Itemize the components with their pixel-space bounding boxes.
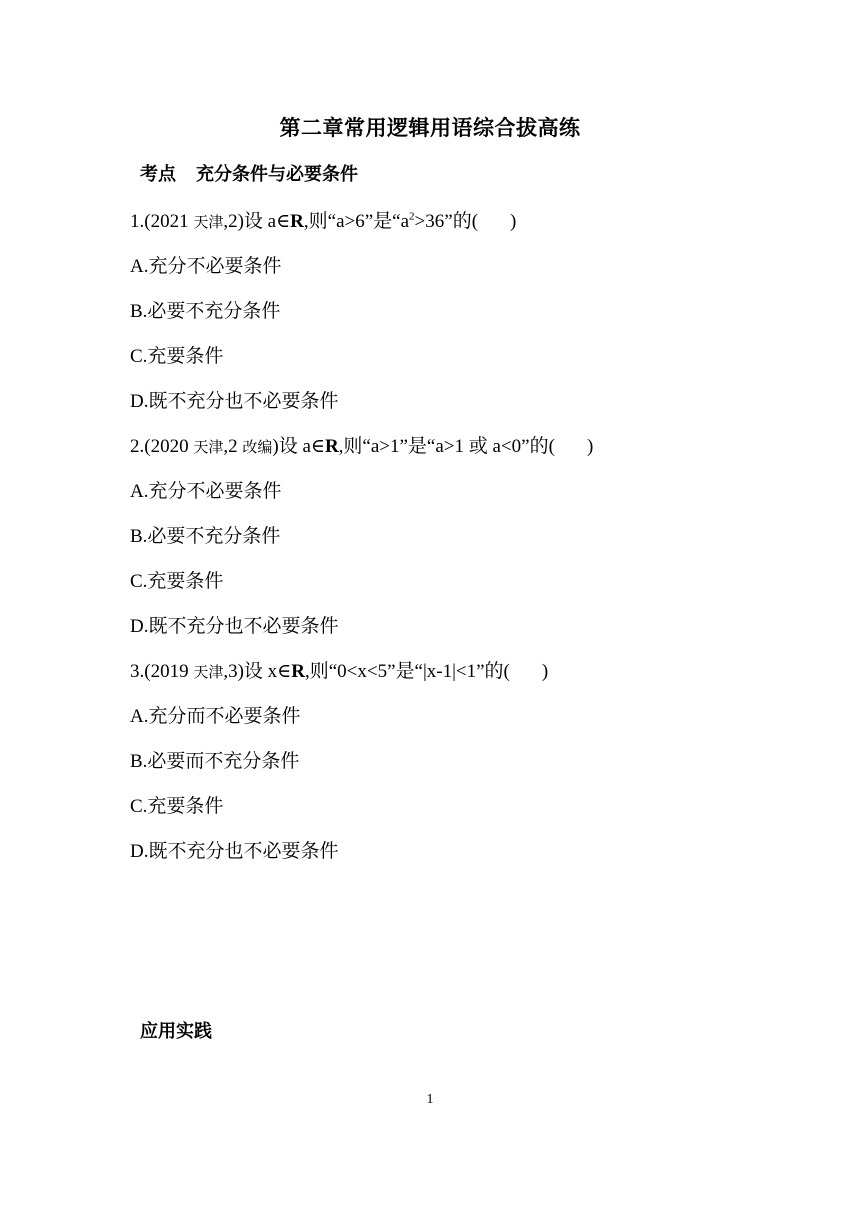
option-2d: D.既不充分也不必要条件 <box>130 616 339 637</box>
question-2-stem <box>130 431 593 458</box>
question-2-text2: ,则“a>1”是“a>1 或 a<0”的( <box>338 436 555 457</box>
question-1-close: ) <box>510 211 517 232</box>
question-1-mid: ,2) <box>223 211 244 232</box>
question-2-prefix: 2.(2020 <box>130 436 194 457</box>
option-2b: B.必要不充分条件 <box>130 526 281 547</box>
question-1-text2: ,则“a>6”是“a <box>303 211 410 232</box>
option-3a: A.充分而不必要条件 <box>130 706 301 727</box>
question-3-close: ) <box>541 661 549 682</box>
option-2c: C.充要条件 <box>130 571 224 592</box>
question-2-note: 改编 <box>242 440 273 456</box>
question-3-text2: ,则“0<x<5”是“|x-1|<1”的( <box>304 661 510 682</box>
question-3-source: 天津 <box>193 665 224 681</box>
question-1-stem <box>130 206 516 233</box>
question-1-text1: 设 a∈ <box>243 211 291 232</box>
option-1c: C.充要条件 <box>130 346 224 367</box>
question-1-sup: 2 <box>409 210 415 223</box>
option-2a: A.充分不必要条件 <box>130 481 282 502</box>
question-3-stem <box>130 656 548 683</box>
option-1b: B.必要不充分条件 <box>130 301 281 322</box>
question-1-prefix: 1.(2021 <box>130 211 194 232</box>
question-2-mid: ,2 <box>223 436 243 457</box>
option-3b: B.必要而不充分条件 <box>130 751 300 772</box>
page-title: 第二章常用逻辑用语综合拔高练 <box>279 116 581 140</box>
section-heading-practice: 应用实践 <box>140 1021 212 1042</box>
option-1d: D.既不充分也不必要条件 <box>130 391 339 412</box>
question-3-text1: 设 x∈ <box>243 661 292 682</box>
question-1-text3: >36”的( <box>414 211 479 232</box>
question-2-set: R <box>324 436 339 457</box>
question-3-set: R <box>291 661 305 682</box>
question-1-set: R <box>290 211 304 232</box>
option-1a: A.充分不必要条件 <box>130 256 282 277</box>
question-2-text1: 设 a∈ <box>278 436 325 457</box>
question-3-prefix: 3.(2019 <box>130 661 194 682</box>
question-2-mid2: ) <box>272 436 279 457</box>
option-3d: D.既不充分也不必要条件 <box>130 841 339 862</box>
option-3c: C.充要条件 <box>130 796 224 817</box>
page-number: 1 <box>426 1092 434 1107</box>
question-2-source: 天津 <box>193 440 224 456</box>
section-label: 考点 <box>140 164 176 185</box>
question-1-source: 天津 <box>193 215 224 231</box>
question-3-mid: ,3) <box>223 661 244 682</box>
question-2-close: ) <box>586 436 594 457</box>
section-heading <box>140 160 358 186</box>
section-topic: 充分条件与必要条件 <box>196 164 358 185</box>
